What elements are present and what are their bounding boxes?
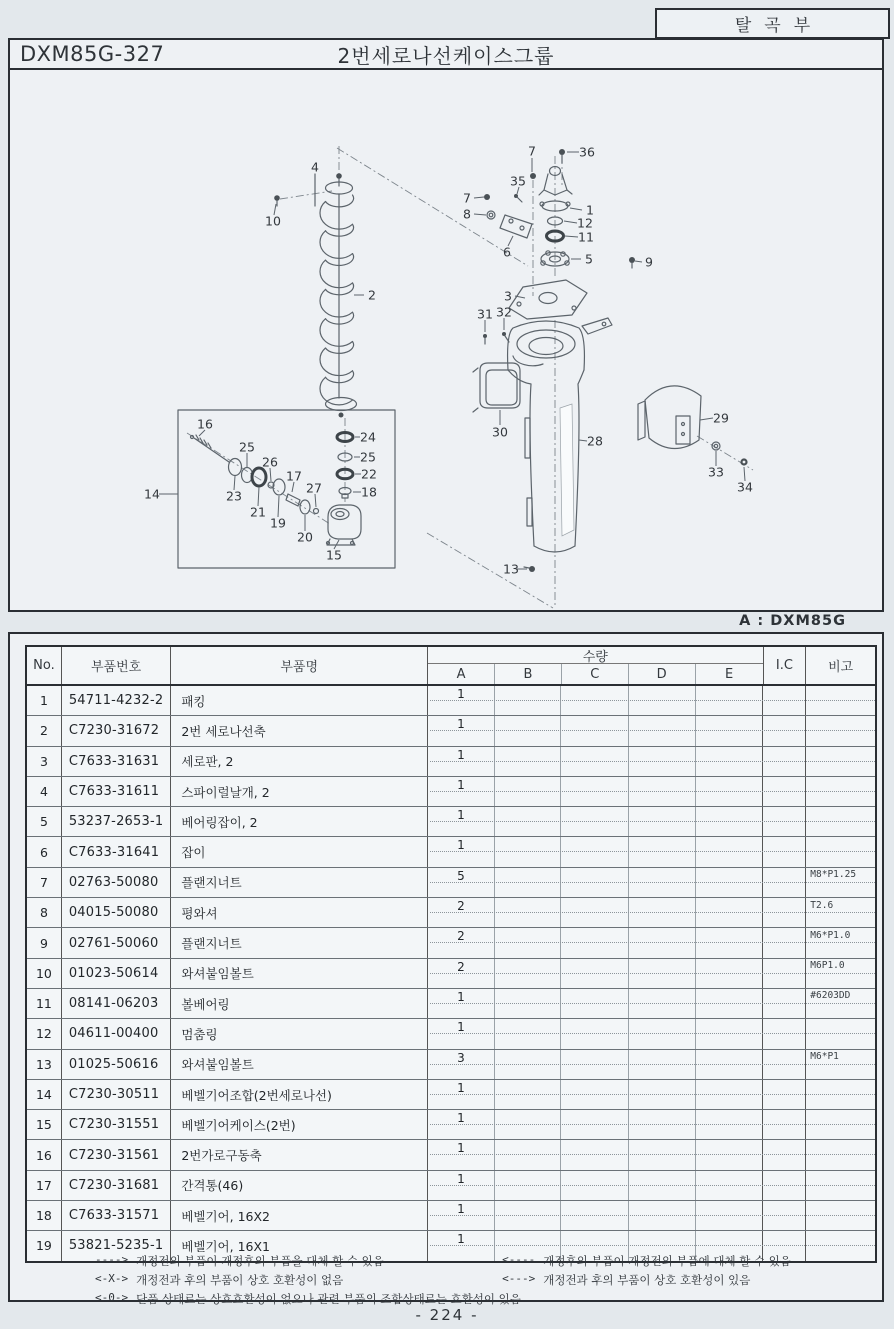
legend-text: 단품 상태로는 상호호환성이 없으나 관련 부품의 조합상태로는 호환성이 있음 bbox=[136, 1292, 521, 1306]
table-body bbox=[27, 686, 875, 1261]
header-qty: 수량 bbox=[428, 647, 762, 664]
svg-text:7: 7 bbox=[463, 190, 471, 206]
cell-part-name: 패킹 bbox=[171, 686, 428, 715]
row-revision-divider bbox=[430, 1245, 875, 1246]
row-revision-divider bbox=[430, 1215, 875, 1216]
header-remark: 비고 bbox=[828, 660, 854, 675]
page-number: - 224 - bbox=[415, 1306, 479, 1324]
legend-line bbox=[502, 1272, 877, 1288]
cell-part-number: 04611-00400 bbox=[62, 1019, 172, 1048]
cell-no: 11 bbox=[27, 989, 62, 1018]
cell-part-number: C7230-31672 bbox=[62, 716, 172, 745]
svg-text:18: 18 bbox=[361, 484, 377, 500]
cell-qty-a: 3 bbox=[428, 1050, 495, 1079]
callout-14 bbox=[144, 487, 178, 502]
cell-part-name: 베벨기어조합(2번세로나선) bbox=[171, 1080, 428, 1109]
cell-part-name: 멈춤링 bbox=[171, 1019, 428, 1048]
table-row bbox=[27, 806, 875, 836]
callout-labels bbox=[144, 144, 753, 577]
table-row bbox=[27, 746, 875, 776]
cell-qty-a: 1 bbox=[428, 1110, 495, 1139]
cell-part-name: 와셔붙임볼트 bbox=[171, 1050, 428, 1079]
cell-part-name: 2번 세로나선축 bbox=[171, 716, 428, 745]
cell-no: 4 bbox=[27, 777, 62, 806]
svg-text:25: 25 bbox=[360, 449, 376, 465]
cell-part-name: 플랜지너트 bbox=[171, 928, 428, 957]
row-revision-divider bbox=[430, 821, 875, 822]
cell-qty-a: 1 bbox=[428, 747, 495, 776]
cell-part-number: 01023-50614 bbox=[62, 959, 172, 988]
table-row bbox=[27, 1049, 875, 1079]
cell-qty-a: 1 bbox=[428, 837, 495, 866]
row-revision-divider bbox=[430, 1124, 875, 1125]
svg-text:21: 21 bbox=[250, 504, 266, 520]
cell-part-number: C7230-31681 bbox=[62, 1171, 172, 1200]
svg-text:35: 35 bbox=[510, 173, 526, 189]
svg-text:7: 7 bbox=[528, 143, 536, 159]
cell-part-name: 간격통(46) bbox=[171, 1171, 428, 1200]
svg-text:14: 14 bbox=[144, 486, 160, 502]
svg-text:27: 27 bbox=[306, 480, 322, 496]
svg-text:3: 3 bbox=[504, 288, 512, 304]
cell-part-name: 2번가로구동축 bbox=[171, 1140, 428, 1169]
section-tag-box bbox=[655, 8, 890, 39]
row-revision-divider bbox=[430, 1094, 875, 1095]
cell-no: 19 bbox=[27, 1231, 62, 1260]
model-note: A : DXM85G bbox=[739, 613, 846, 629]
svg-text:26: 26 bbox=[262, 454, 278, 470]
table-row bbox=[27, 1109, 875, 1139]
row-revision-divider bbox=[430, 851, 875, 852]
doc-code: DXM85G-327 bbox=[20, 42, 165, 66]
cell-no: 6 bbox=[27, 837, 62, 866]
cell-part-name: 와셔붙임볼트 bbox=[171, 959, 428, 988]
table-row bbox=[27, 927, 875, 957]
callout-25 bbox=[354, 450, 376, 465]
callout-16 bbox=[197, 417, 213, 437]
callout-30 bbox=[492, 410, 508, 440]
svg-text:16: 16 bbox=[197, 416, 213, 432]
legend-line bbox=[95, 1272, 502, 1288]
cell-part-number: C7230-31561 bbox=[62, 1140, 172, 1169]
svg-text:33: 33 bbox=[708, 464, 724, 480]
callout-2 bbox=[354, 288, 376, 303]
cell-part-number: 04015-50080 bbox=[62, 898, 172, 927]
callout-27 bbox=[306, 481, 322, 508]
row-revision-divider bbox=[430, 912, 875, 913]
row-revision-divider bbox=[430, 1033, 875, 1034]
cell-remark: #6203DD bbox=[810, 990, 851, 1002]
svg-text:24: 24 bbox=[360, 429, 376, 445]
legend-text: 개정후의 부품이 개정전의 부품에 대체 할 수 있음 bbox=[543, 1254, 792, 1268]
cell-qty-a: 2 bbox=[428, 898, 495, 927]
svg-text:2: 2 bbox=[368, 287, 376, 303]
cell-no: 16 bbox=[27, 1140, 62, 1169]
row-revision-divider bbox=[430, 730, 875, 731]
cell-no: 9 bbox=[27, 928, 62, 957]
header-part-name: 부품명 bbox=[171, 647, 428, 684]
legend-symbol: <---- bbox=[502, 1253, 536, 1266]
svg-text:19: 19 bbox=[270, 515, 286, 531]
callout-20 bbox=[297, 515, 313, 545]
callout-18 bbox=[353, 485, 377, 500]
cell-qty-a: 1 bbox=[428, 1140, 495, 1169]
cell-qty-a: 1 bbox=[428, 716, 495, 745]
svg-text:30: 30 bbox=[492, 424, 508, 440]
cell-qty-a: 1 bbox=[428, 686, 495, 715]
parts-table bbox=[25, 645, 877, 1263]
cell-remark: M8*P1.25 bbox=[810, 869, 857, 881]
table-row bbox=[27, 897, 875, 927]
cell-part-name: 볼베어링 bbox=[171, 989, 428, 1018]
row-revision-divider bbox=[430, 942, 875, 943]
cell-part-name: 세로판, 2 bbox=[171, 747, 428, 776]
callout-36 bbox=[567, 145, 595, 160]
cell-part-number: 02763-50080 bbox=[62, 868, 172, 897]
cell-part-number: 08141-06203 bbox=[62, 989, 172, 1018]
callout-23 bbox=[226, 476, 242, 504]
cell-part-name: 베벨기어, 16X1 bbox=[171, 1231, 428, 1260]
cell-no: 15 bbox=[27, 1110, 62, 1139]
cell-no: 2 bbox=[27, 716, 62, 745]
svg-text:36: 36 bbox=[579, 144, 595, 160]
callout-34 bbox=[737, 467, 753, 495]
callout-17 bbox=[286, 469, 302, 493]
callout-21 bbox=[250, 487, 266, 520]
legend-symbol: <-0-> bbox=[95, 1291, 129, 1304]
legend-symbol: <---> bbox=[502, 1272, 536, 1285]
cell-remark: M6*P1.0 bbox=[810, 929, 851, 941]
cell-qty-a: 1 bbox=[428, 807, 495, 836]
cell-qty-a: 1 bbox=[428, 1080, 495, 1109]
legend-text: 개정전과 후의 부품이 상호 호환성이 있음 bbox=[543, 1273, 751, 1287]
callout-31 bbox=[477, 307, 493, 333]
table-row bbox=[27, 1139, 875, 1169]
row-revision-divider bbox=[430, 761, 875, 762]
svg-text:13: 13 bbox=[503, 561, 519, 577]
cell-qty-a: 1 bbox=[428, 1019, 495, 1048]
page-title: 2번세로나선케이스그룹 bbox=[337, 43, 555, 68]
callout-4 bbox=[311, 160, 319, 207]
callout-19 bbox=[270, 496, 286, 531]
callout-7 bbox=[528, 144, 536, 173]
legend-line bbox=[95, 1291, 521, 1307]
cell-no: 13 bbox=[27, 1050, 62, 1079]
table-row bbox=[27, 1018, 875, 1048]
header-qty-block bbox=[428, 647, 763, 684]
header-no: No. bbox=[27, 647, 62, 684]
cell-no: 18 bbox=[27, 1201, 62, 1230]
legend-left-column bbox=[25, 1253, 521, 1310]
cell-part-name: 잡이 bbox=[171, 837, 428, 866]
cell-part-number: 53237-2653-1 bbox=[62, 807, 172, 836]
qty-col-C: C bbox=[562, 664, 629, 684]
callout-22 bbox=[355, 467, 377, 482]
callout-3 bbox=[504, 289, 525, 304]
qty-col-E: E bbox=[724, 666, 734, 682]
svg-text:20: 20 bbox=[297, 529, 313, 545]
cell-no: 1 bbox=[27, 686, 62, 715]
table-row bbox=[27, 958, 875, 988]
callout-24 bbox=[355, 430, 376, 445]
cell-no: 8 bbox=[27, 898, 62, 927]
callout-25 bbox=[239, 440, 255, 468]
header-part-number: 부품번호 bbox=[62, 647, 171, 684]
qty-col-A: A bbox=[428, 664, 495, 684]
legend-symbol: ----> bbox=[95, 1253, 129, 1266]
band-clamp-part bbox=[638, 386, 748, 466]
row-revision-divider bbox=[430, 1185, 875, 1186]
row-revision-divider bbox=[430, 882, 875, 883]
cell-qty-a: 1 bbox=[428, 1201, 495, 1230]
svg-text:31: 31 bbox=[477, 306, 493, 322]
table-row bbox=[27, 1170, 875, 1200]
cell-part-name: 베어링잡이, 2 bbox=[171, 807, 428, 836]
callout-9 bbox=[635, 255, 653, 270]
cell-part-name: 평와셔 bbox=[171, 898, 428, 927]
cell-part-number: 53821-5235-1 bbox=[62, 1231, 172, 1260]
legend-right-column bbox=[502, 1253, 877, 1310]
row-revision-divider bbox=[430, 791, 875, 792]
svg-text:10: 10 bbox=[265, 213, 281, 229]
cell-no: 5 bbox=[27, 807, 62, 836]
svg-text:17: 17 bbox=[286, 468, 302, 484]
cell-qty-a: 5 bbox=[428, 868, 495, 897]
cell-qty-a: 1 bbox=[428, 1231, 495, 1260]
callout-5 bbox=[571, 252, 593, 267]
svg-text:4: 4 bbox=[311, 159, 319, 175]
cell-part-number: 02761-50060 bbox=[62, 928, 172, 957]
svg-text:32: 32 bbox=[496, 304, 512, 320]
cell-qty-a: 1 bbox=[428, 777, 495, 806]
cell-no: 7 bbox=[27, 868, 62, 897]
callout-6 bbox=[503, 236, 513, 260]
row-revision-divider bbox=[430, 1064, 875, 1065]
table-row bbox=[27, 836, 875, 866]
qty-col-D: D bbox=[629, 664, 696, 684]
cell-qty-a: 2 bbox=[428, 928, 495, 957]
svg-text:5: 5 bbox=[585, 251, 593, 267]
row-revision-divider bbox=[430, 1003, 875, 1004]
header-qty-columns bbox=[428, 664, 762, 684]
qty-col-B: B bbox=[495, 664, 562, 684]
cell-part-name: 베벨기어, 16X2 bbox=[171, 1201, 428, 1230]
svg-text:9: 9 bbox=[645, 254, 653, 270]
cell-part-number: 54711-4232-2 bbox=[62, 686, 172, 715]
svg-text:15: 15 bbox=[326, 547, 342, 563]
svg-text:11: 11 bbox=[578, 229, 594, 245]
cell-qty-a: 2 bbox=[428, 959, 495, 988]
table-row bbox=[27, 988, 875, 1018]
svg-text:25: 25 bbox=[239, 439, 255, 455]
table-header bbox=[27, 647, 875, 686]
cell-part-number: C7633-31571 bbox=[62, 1201, 172, 1230]
cell-remark: M6P1.0 bbox=[810, 960, 845, 972]
callout-32 bbox=[496, 305, 512, 331]
svg-text:8: 8 bbox=[463, 206, 471, 222]
header-ic: I.C bbox=[764, 647, 807, 684]
svg-text:22: 22 bbox=[361, 466, 377, 482]
callout-35 bbox=[510, 174, 526, 195]
table-row bbox=[27, 867, 875, 897]
legend-line bbox=[502, 1253, 877, 1269]
table-row bbox=[27, 686, 875, 715]
callout-11 bbox=[565, 230, 594, 245]
svg-text:29: 29 bbox=[713, 410, 729, 426]
table-row bbox=[27, 1200, 875, 1230]
svg-text:28: 28 bbox=[587, 433, 603, 449]
cell-no: 17 bbox=[27, 1171, 62, 1200]
auger-shaft-part bbox=[274, 173, 356, 417]
callout-13 bbox=[503, 562, 527, 577]
cell-remark: T2.6 bbox=[810, 899, 834, 911]
legend-line bbox=[95, 1253, 502, 1269]
legend-text: 개정전과 후의 부품이 상호 호환성이 없음 bbox=[136, 1273, 344, 1287]
cell-qty-a: 1 bbox=[428, 1171, 495, 1200]
table-row bbox=[27, 776, 875, 806]
cell-no: 3 bbox=[27, 747, 62, 776]
section-tag-label: 탈곡부 bbox=[734, 16, 824, 36]
callout-26 bbox=[262, 455, 278, 482]
exploded-diagram bbox=[8, 68, 886, 612]
callout-12 bbox=[564, 216, 593, 231]
cell-part-number: C7633-31631 bbox=[62, 747, 172, 776]
cell-part-name: 베벨기어케이스(2번) bbox=[171, 1110, 428, 1139]
bracket-part bbox=[473, 363, 520, 412]
legend-symbol: <-X-> bbox=[95, 1272, 129, 1285]
cell-part-name: 플랜지너트 bbox=[171, 868, 428, 897]
legend bbox=[25, 1253, 877, 1310]
cell-part-number: C7633-31611 bbox=[62, 777, 172, 806]
table-row bbox=[27, 715, 875, 745]
cell-no: 10 bbox=[27, 959, 62, 988]
title-bar bbox=[10, 40, 882, 70]
callout-8 bbox=[463, 207, 486, 222]
callout-7 bbox=[463, 191, 484, 206]
cell-qty-a: 1 bbox=[428, 989, 495, 1018]
legend-text: 개정전의 부품이 개정후의 부품을 대체 할 수 있음 bbox=[136, 1254, 384, 1268]
svg-text:12: 12 bbox=[577, 215, 593, 231]
callout-29 bbox=[700, 411, 729, 426]
cell-remark: M6*P1 bbox=[810, 1051, 839, 1063]
svg-text:34: 34 bbox=[737, 479, 753, 495]
cell-no: 12 bbox=[27, 1019, 62, 1048]
row-revision-divider bbox=[430, 700, 875, 701]
cell-part-number: C7230-30511 bbox=[62, 1080, 172, 1109]
callout-33 bbox=[708, 451, 724, 480]
callout-10 bbox=[265, 204, 281, 229]
cell-no: 14 bbox=[27, 1080, 62, 1109]
cell-part-number: C7633-31641 bbox=[62, 837, 172, 866]
cell-part-name: 스파이럴날개, 2 bbox=[171, 777, 428, 806]
svg-text:1: 1 bbox=[586, 202, 594, 218]
svg-text:6: 6 bbox=[503, 244, 511, 260]
row-revision-divider bbox=[430, 973, 875, 974]
svg-text:23: 23 bbox=[226, 488, 242, 504]
callout-28 bbox=[579, 434, 603, 449]
row-revision-divider bbox=[430, 1154, 875, 1155]
cell-part-number: C7230-31551 bbox=[62, 1110, 172, 1139]
cell-part-number: 01025-50616 bbox=[62, 1050, 172, 1079]
table-row bbox=[27, 1079, 875, 1109]
